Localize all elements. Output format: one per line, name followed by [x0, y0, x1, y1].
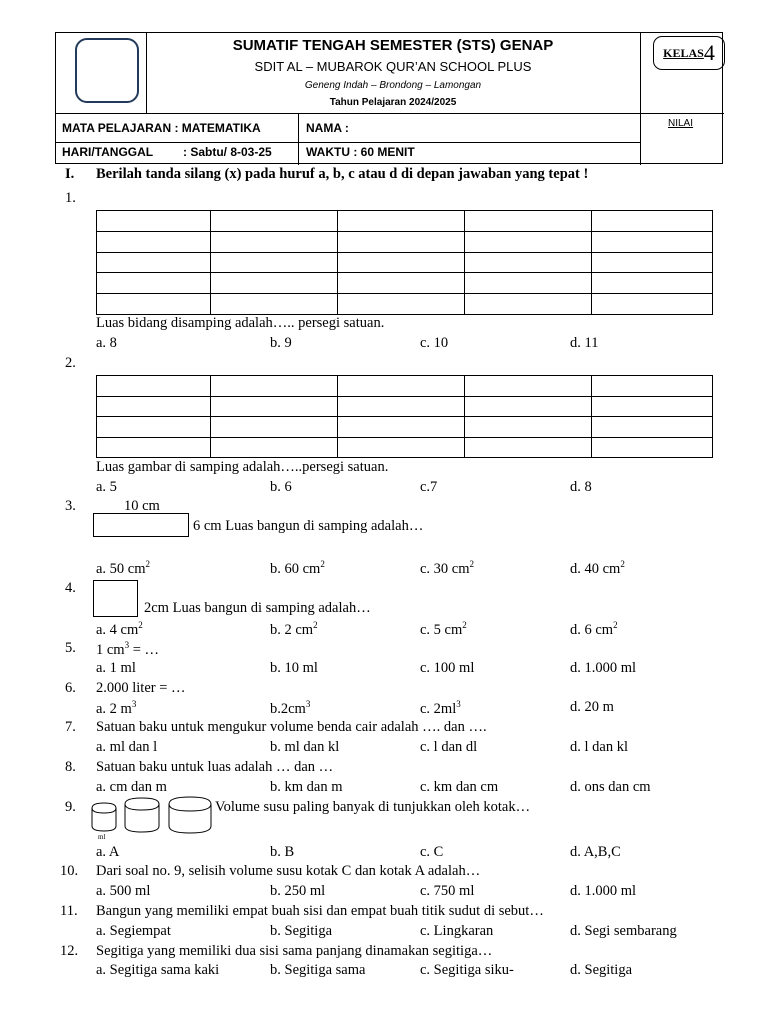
option-d[interactable]: d. l dan kl	[570, 739, 628, 755]
option-d[interactable]: d. 20 m	[570, 699, 614, 715]
option-c-text[interactable]: c. 30 cm	[420, 560, 470, 577]
option-a-text[interactable]: a. 4 cm	[96, 621, 139, 638]
academic-year: Tahun Pelajaran 2024/2025	[329, 97, 457, 108]
option-d[interactable]: d. 1.000 ml	[570, 883, 637, 899]
class-label: KELAS	[663, 45, 704, 60]
subject-field: MATA PELAJARAN : MATEMATIKA	[62, 121, 261, 135]
option-a	[96, 620, 143, 639]
option-b[interactable]: b. 9	[270, 335, 292, 351]
option-b	[270, 559, 325, 578]
grid-figure-q1	[96, 210, 713, 315]
rectangle-width-label: 10 cm	[124, 498, 160, 514]
question-number: 11.	[60, 903, 78, 919]
option-a[interactable]: a. cm dan m	[96, 779, 167, 795]
question-number: 4.	[65, 580, 76, 596]
question-text-main: 1 cm	[96, 641, 125, 658]
option-c[interactable]: c. Lingkaran	[420, 923, 494, 939]
option-c[interactable]: c. km dan cm	[420, 779, 499, 795]
question-text: 6 cm Luas bangun di samping adalah…	[193, 518, 424, 534]
option-c[interactable]: c. 100 ml	[420, 660, 475, 676]
option-d[interactable]: d. 8	[570, 479, 592, 495]
question-number: 12.	[60, 943, 79, 959]
question-text: Luas bidang disamping adalah….. persegi satuan.	[96, 315, 385, 331]
question-text-tail: = …	[129, 641, 160, 658]
option-a[interactable]: a. 5	[96, 479, 117, 495]
superscript: 3	[124, 640, 130, 650]
option-c[interactable]: c. C	[420, 844, 444, 860]
time-field: WAKTU : 60 MENIT	[306, 145, 415, 159]
option-d-text[interactable]: d. 6 cm	[570, 621, 614, 638]
option-a[interactable]: a. A	[96, 844, 120, 860]
class-badge	[653, 36, 725, 70]
question-text: Segitiga yang memiliki dua sisi sama panjang dinamakan segitiga…	[96, 943, 493, 959]
option-a[interactable]: a. 1 ml	[96, 660, 136, 676]
option-d	[570, 620, 618, 639]
option-b[interactable]: b. Segitiga	[270, 923, 333, 939]
option-d-text[interactable]: d. 40 cm	[570, 560, 621, 577]
option-c-text[interactable]: c. 2ml	[420, 700, 457, 717]
option-a[interactable]: a. ml dan l	[96, 739, 158, 755]
option-b[interactable]: b. B	[270, 844, 295, 860]
option-b	[270, 699, 310, 718]
container-b	[125, 798, 159, 832]
question-text: Volume susu paling banyak di tunjukkan oleh kotak…	[215, 799, 531, 815]
question-text: 2.000 liter = …	[96, 680, 186, 696]
option-b	[270, 620, 318, 639]
unit-label: ml	[98, 833, 106, 841]
option-a	[96, 699, 136, 718]
question-text: Bangun yang memiliki empat buah sisi dan empat buah titik sudut di sebut…	[96, 903, 544, 919]
question-number: 8.	[65, 759, 76, 775]
square-figure	[93, 580, 138, 617]
option-c[interactable]: c. 10	[420, 335, 449, 351]
option-d[interactable]: d. ons dan cm	[570, 779, 651, 795]
question-text: 2cm Luas bangun di samping adalah…	[144, 600, 371, 616]
score-label: NILAI	[668, 118, 694, 129]
option-b-text[interactable]: b. 2 cm	[270, 621, 314, 638]
option-b[interactable]: b. km dan m	[270, 779, 343, 795]
option-a[interactable]: a. 500 ml	[96, 883, 151, 899]
container-c	[169, 797, 211, 833]
superscript: 2	[462, 620, 467, 630]
option-d[interactable]: d. Segitiga	[570, 962, 633, 978]
option-b[interactable]: b. 250 ml	[270, 883, 326, 899]
question-text	[96, 640, 159, 659]
question-number: 3.	[65, 498, 76, 514]
superscript: 2	[620, 559, 625, 569]
option-a[interactable]: a. Segiempat	[96, 923, 171, 939]
option-a-text[interactable]: a. 50 cm	[96, 560, 146, 577]
question-number: 1.	[65, 190, 76, 206]
option-d[interactable]: d. 11	[570, 335, 599, 351]
option-c[interactable]: c.7	[420, 479, 438, 495]
option-d	[570, 559, 625, 578]
question-text: Dari soal no. 9, selisih volume susu kotak C dan kotak A adalah…	[96, 863, 481, 879]
option-d[interactable]: d. 1.000 ml	[570, 660, 637, 676]
question-number: 6.	[65, 680, 76, 696]
school-name: SDIT AL – MUBAROK QUR’AN SCHOOL PLUS	[254, 59, 532, 74]
milk-containers-figure	[90, 795, 214, 841]
option-b[interactable]: b. ml dan kl	[270, 739, 340, 755]
option-c	[420, 699, 461, 718]
day-date-value: : Sabtu/ 8-03-25	[183, 145, 272, 159]
superscript: 2	[145, 559, 151, 569]
class-number: 4	[703, 40, 715, 65]
container-a	[92, 803, 116, 831]
option-c	[420, 620, 467, 639]
question-number: 5.	[65, 640, 76, 656]
superscript: 3	[305, 699, 311, 709]
superscript: 2	[469, 559, 475, 569]
option-c[interactable]: c. 750 ml	[420, 883, 475, 899]
option-a[interactable]: a. Segitiga sama kaki	[96, 962, 220, 978]
day-date-label: HARI/TANGGAL	[62, 145, 154, 159]
exam-header	[55, 32, 723, 164]
option-b[interactable]: b. 6	[270, 479, 292, 495]
superscript: 3	[456, 699, 461, 709]
option-a[interactable]: a. 8	[96, 335, 117, 351]
question-number: 9.	[65, 799, 76, 815]
option-d[interactable]: d. Segi sembarang	[570, 923, 677, 939]
question-number: 10.	[60, 863, 79, 879]
option-b[interactable]: b. Segitiga sama	[270, 962, 366, 978]
option-a-text[interactable]: a. 2 m	[96, 700, 132, 717]
option-c-text[interactable]: c. 5 cm	[420, 621, 463, 638]
superscript: 3	[131, 699, 137, 709]
grid-figure-q2	[96, 375, 713, 458]
question-number: 2.	[65, 355, 76, 371]
option-c[interactable]: c. l dan dl	[420, 739, 478, 755]
rectangle-figure	[93, 513, 189, 537]
option-a	[96, 559, 150, 578]
superscript: 2	[313, 620, 318, 630]
exam-title: SUMATIF TENGAH SEMESTER (STS) GENAP	[232, 37, 554, 54]
option-d[interactable]: d. A,B,C	[570, 844, 621, 860]
question-text: Satuan baku untuk mengukur volume benda cair adalah …. dan ….	[96, 719, 487, 735]
option-c[interactable]: c. Segitiga siku-	[420, 962, 514, 978]
section-instruction: Berilah tanda silang (x) pada huruf a, b, c atau d di depan jawaban yang tepat !	[96, 166, 589, 182]
section-number: I.	[65, 166, 75, 182]
option-c	[420, 559, 474, 578]
superscript: 2	[613, 620, 618, 630]
question-text: Luas gambar di samping adalah…..persegi satuan.	[96, 459, 389, 475]
superscript: 2	[320, 559, 325, 569]
option-b[interactable]: b. 10 ml	[270, 660, 318, 676]
school-address: Geneng Indah – Brondong – Lamongan	[304, 80, 482, 91]
name-field: NAMA :	[306, 121, 349, 135]
school-logo-placeholder	[75, 38, 139, 103]
option-b-text[interactable]: b.2cm	[270, 700, 306, 717]
question-text: Satuan baku untuk luas adalah … dan …	[96, 759, 334, 775]
superscript: 2	[138, 620, 143, 630]
question-number: 7.	[65, 719, 76, 735]
option-b-text[interactable]: b. 60 cm	[270, 560, 321, 577]
